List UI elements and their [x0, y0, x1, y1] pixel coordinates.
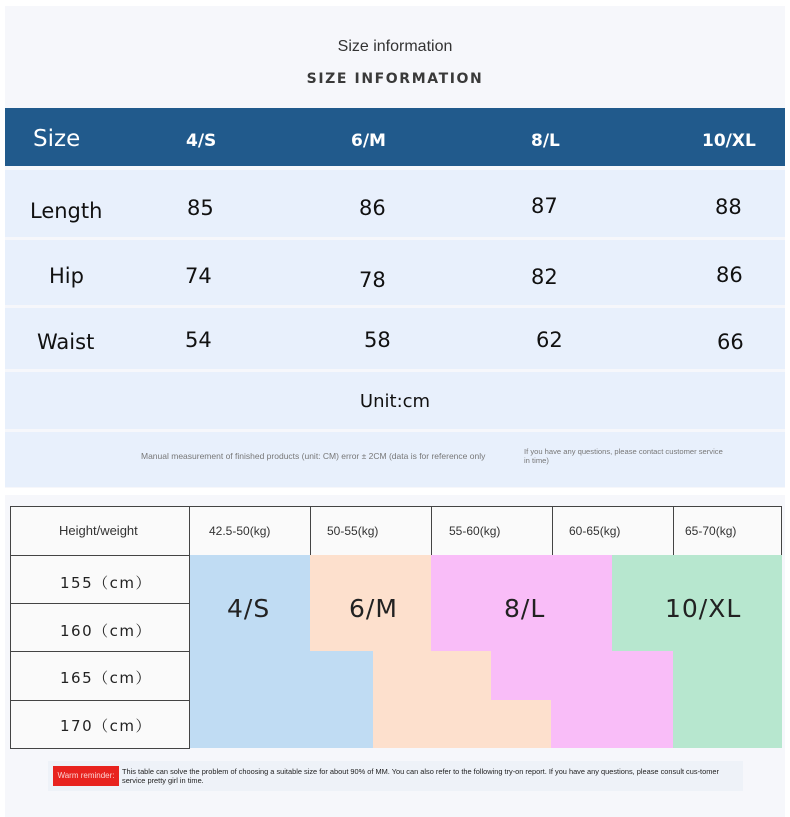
weight-label: 55-60(kg) [449, 524, 501, 538]
height-label: 155（cm） [60, 574, 152, 592]
height-label: 160（cm） [60, 622, 152, 640]
hip-6m: 78 [359, 268, 386, 292]
size-region-10xl [673, 651, 782, 748]
warning-badge: Warm reminder: [53, 766, 119, 786]
length-8l: 87 [531, 194, 558, 218]
row-label-hip: Hip [49, 264, 84, 288]
weight-label: 42.5-50(kg) [209, 524, 271, 538]
size-label-6m: 6/M [349, 594, 398, 623]
table-row [5, 308, 785, 369]
header-size-4s: 4/S [186, 131, 217, 151]
weight-label: 60-65(kg) [569, 524, 621, 538]
size-region-8l [551, 700, 673, 748]
contact-note: If you have any questions, please contact customer service in time) [524, 447, 723, 466]
size-label-8l: 8/L [504, 594, 546, 623]
corner-label: Height/weight [59, 523, 138, 538]
size-label-10xl: 10/XL [665, 594, 742, 623]
size-label-4s: 4/S [227, 594, 271, 623]
height-label: 165（cm） [60, 669, 152, 687]
table-row [5, 240, 785, 305]
height-label: 170（cm） [60, 717, 152, 735]
waist-6m: 58 [364, 328, 391, 352]
waist-4s: 54 [185, 328, 212, 352]
section-subtitle: SIZE INFORMATION [306, 71, 484, 87]
warning-text: This table can solve the problem of choosing a suitable size for about 90% of MM. You can also refer to the following try-on report. If you have any questions, please consult cus-tomer service pretty girl in time. [122, 767, 719, 785]
row-label-length: Length [30, 199, 103, 223]
section-title: Size information [337, 38, 453, 55]
header-size-6m: 6/M [351, 131, 386, 151]
waist-10xl: 66 [717, 330, 744, 354]
table-row [5, 170, 785, 237]
weight-label: 65-70(kg) [685, 524, 737, 538]
hip-10xl: 86 [716, 263, 743, 287]
unit-label: Unit:cm [359, 391, 431, 412]
header-size-8l: 8/L [531, 131, 560, 151]
length-6m: 86 [359, 196, 386, 220]
header-size-10xl: 10/XL [702, 131, 756, 151]
measurement-note: Manual measurement of finished products (unit: CM) error ± 2CM (data is for reference only [141, 451, 486, 461]
row-label-waist: Waist [37, 330, 95, 354]
header-size-label: Size [33, 126, 81, 152]
hip-4s: 74 [185, 264, 212, 288]
size-table-header [5, 108, 785, 166]
length-10xl: 88 [715, 195, 742, 219]
weight-label: 50-55(kg) [327, 524, 379, 538]
hip-8l: 82 [531, 265, 558, 289]
size-region-6m [491, 700, 551, 748]
length-4s: 85 [187, 196, 214, 220]
size-region-6m [373, 651, 491, 748]
waist-8l: 62 [536, 328, 563, 352]
size-region-8l [491, 651, 673, 700]
